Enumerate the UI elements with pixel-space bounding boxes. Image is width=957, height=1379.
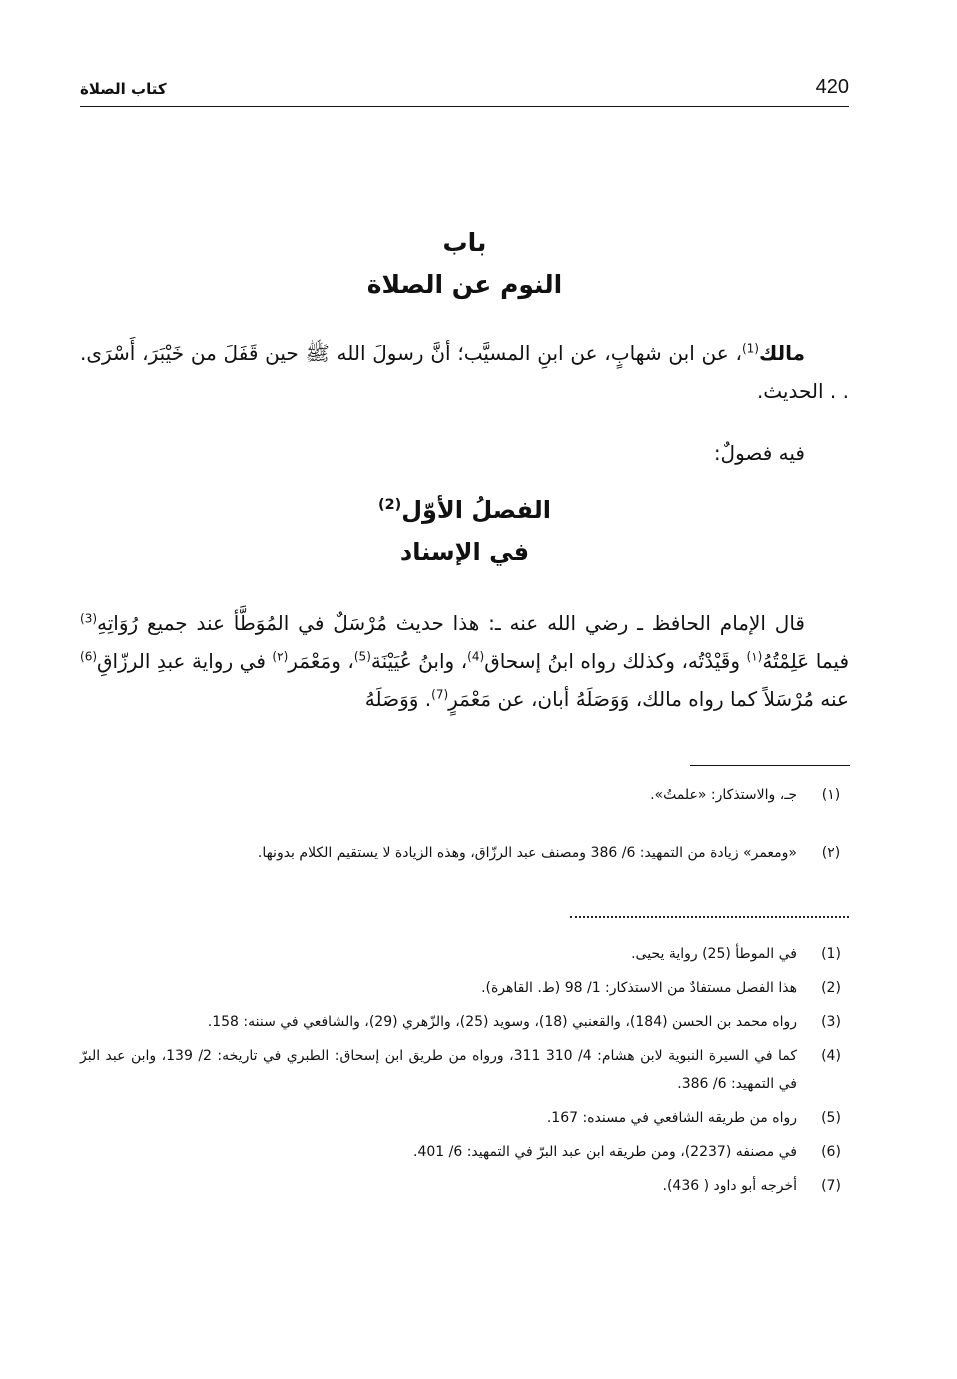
section-title-text: الفصلُ الأوّل	[401, 496, 551, 524]
paragraph-text: في رواية عبدِ الرزّاقِ	[97, 649, 273, 673]
footnote-ref: (1)	[741, 341, 759, 356]
footnote	[80, 940, 849, 968]
header-rule	[80, 106, 849, 107]
hadith-body: ، عن ابن شهابٍ، عن ابنِ المسيَّب؛ أنَّ رسولَ الله ﷺ حين قَفَلَ من خَيْبَرَ، أَسْرَى. . . الحديث.	[80, 341, 849, 403]
note-text: جـ، والاستذكار: «علمتُ».	[650, 787, 797, 803]
footnote	[80, 1042, 849, 1098]
editor-notes	[80, 780, 849, 868]
footnote	[80, 1008, 849, 1036]
intro-text: فيه فصولٌ:	[713, 441, 805, 465]
paragraph-text: ، ومَعْمَر	[288, 649, 354, 673]
footnote-number: (1)	[821, 946, 841, 962]
note-number: (١)	[821, 787, 841, 803]
footnotes-rule	[570, 916, 849, 918]
paragraph-text: ، وابنُ عُيَيْنَة	[370, 649, 468, 673]
editor-notes-rule	[690, 765, 850, 766]
footnote-ref: (2)	[378, 497, 402, 513]
footnote-text: رواه محمد بن الحسن (184)، والقعنبي (18)، وسويد (25)، والزّهري (29)، والشافعي في سننه: 158.	[207, 1014, 797, 1030]
page-header	[80, 76, 849, 106]
hadith-narrator: مالك	[758, 341, 805, 365]
footnote	[80, 1138, 849, 1166]
footnote	[80, 1172, 849, 1200]
note-text: «ومعمر» زيادة من التمهيد: 6/ 386 ومصنف عبد الرزّاق، وهذه الزيادة لا يستقيم الكلام بدونها.	[257, 845, 797, 861]
paragraph-text: قال الإمام الحافظ ـ رضي الله عنه ـ: هذا حديث مُرْسَلٌ في المُوَطَّأ عند جميع رُوَاتِهِ	[97, 611, 805, 635]
paragraph-text: . وَوَصَلَهُ	[364, 687, 432, 711]
footnote-text: هذا الفصل مستفادٌ من الاستذكار: 1/ 98 (ط. القاهرة).	[481, 980, 797, 996]
footnote-number: (3)	[821, 1014, 841, 1030]
main-paragraph	[80, 604, 849, 718]
footnote	[80, 974, 849, 1002]
paragraph-text: وقَيْدْتُه، وكذلك رواه ابنُ إسحاق	[484, 649, 747, 673]
editor-note	[80, 838, 849, 868]
footnote-ref: (7)	[431, 687, 449, 702]
footnote-ref: (6)	[80, 649, 98, 664]
footnote-text: أخرجه أبو داود ( 436).	[662, 1178, 797, 1194]
note-number: (٢)	[821, 845, 841, 861]
chapter-subtitle: النوم عن الصلاة	[366, 270, 563, 299]
editor-note-ref: (٢)	[272, 649, 289, 664]
footnote-text: في مصنفه (2237)، ومن طريقه ابن عبد البرّ في التمهيد: 6/ 401.	[412, 1144, 797, 1160]
editor-note	[80, 780, 849, 810]
footnote-number: (6)	[821, 1144, 841, 1160]
footnotes	[80, 940, 849, 1206]
footnote	[80, 1104, 849, 1132]
footnote-text: كما في السيرة النبوية لابن هشام: 4/ 310 311، ورواه من طريق ابن إسحاق: الطبري في تاريخه: 2/ 139، وابن عبد البرّ في التمهيد: 6/ 386.	[80, 1048, 798, 1092]
hadith-text	[80, 334, 849, 410]
chapter-title: باب	[442, 228, 487, 257]
footnote-ref: (5)	[353, 649, 371, 664]
footnote-text: في الموطأ (25) رواية يحيى.	[631, 946, 797, 962]
footnote-ref: (3)	[80, 611, 98, 626]
footnote-number: (5)	[821, 1110, 841, 1126]
running-title: كتاب الصلاة	[80, 80, 167, 98]
footnote-number: (2)	[821, 980, 841, 996]
page-number: 420	[815, 76, 849, 98]
intro-line	[80, 434, 849, 472]
footnote-ref: (4)	[467, 649, 485, 664]
section-subtitle: في الإسناد	[399, 538, 530, 566]
section-title	[80, 496, 849, 524]
paragraph-text: عنه مُرْسَلاً كما رواه مالك، وَوَصَلَهُ أبان، عن مَعْمَرٍ	[448, 687, 849, 711]
paragraph-text: فيما عَلِمْتُهُ	[762, 649, 850, 673]
footnote-text: رواه من طريقه الشافعي في مسنده: 167.	[546, 1110, 797, 1126]
editor-note-ref: (١)	[746, 649, 763, 664]
footnote-number: (4)	[821, 1048, 841, 1064]
footnote-number: (7)	[821, 1178, 841, 1194]
